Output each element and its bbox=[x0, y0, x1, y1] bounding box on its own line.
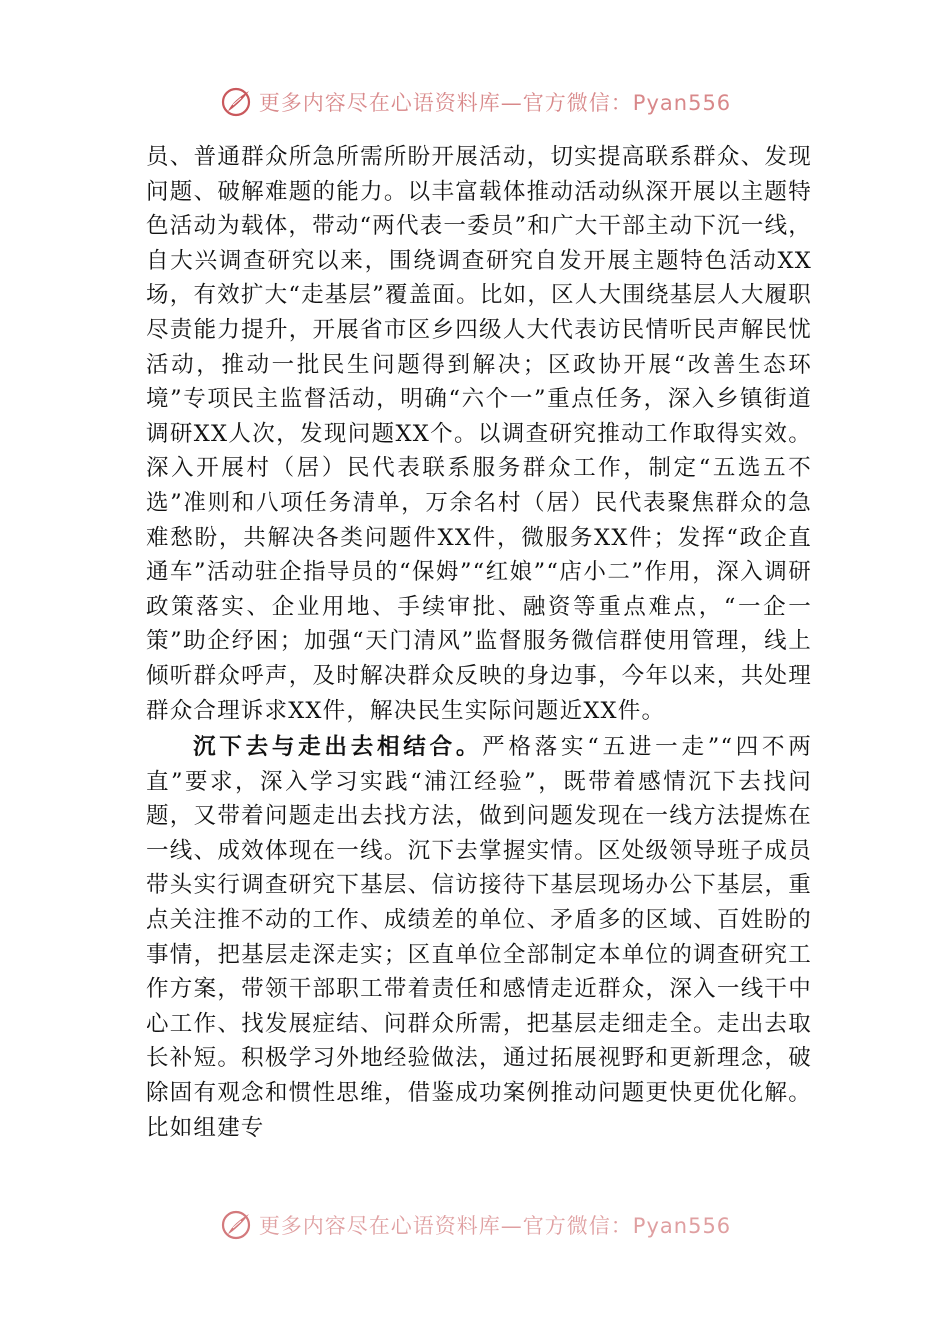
paragraph-1-text: 员、普通群众所急所需所盼开展活动，切实提高联系群众、发现问题、破解难题的能力。以丰富载体推动活动纵深开展以主题特色活动为载体，带动“两代表一委员”和广大干部主动下沉一线，自大兴调查研究以来，围绕调查研究自发开展主题特色活动XX场，有效扩大“走基层”覆盖面。比如，区人大围绕基层人大履职尽责能力提升，开展省市区乡四级人大代表访民情听民声解民忧活动，推动一批民生问题得到解决；区政协开展“改善生态环境”专项民主监督活动，明确“六个一”重点任务，深入乡镇街道调研XX人次，发现问题XX个。以调查研究推动工作取得实效。深入开展村（居）民代表联系服务群众工作，制定“五选五不选”准则和八项任务清单，万余名村（居）民代表聚焦群众的急难愁盼，共解决各类问题件XX件，微服务XX件；发挥“政企直通车”活动驻企指导员的“保姆”“红娘”“店小二”作用，深入调研政策落实、企业用地、手续审批、融资等重点难点，“一企一策”助企纾困；加强“天门清风”监督服务微信群使用管理，线上倾听群众呼声，及时解决群众反映的身边事，今年以来，共处理群众合理诉求XX件，解决民生实际问题近XX件。 bbox=[146, 144, 812, 724]
watermark-text: 更多内容尽在心语资料库—官方微信：Pyan556 bbox=[258, 1214, 732, 1238]
feather-logo-icon bbox=[219, 1208, 253, 1242]
watermark-footer bbox=[0, 1205, 950, 1245]
document-body bbox=[146, 140, 812, 1145]
watermark-header bbox=[0, 82, 950, 122]
paragraph-1 bbox=[146, 140, 812, 728]
watermark-text: 更多内容尽在心语资料库—官方微信：Pyan556 bbox=[258, 91, 732, 115]
paragraph-2 bbox=[146, 730, 812, 1145]
feather-logo-icon bbox=[219, 85, 253, 119]
paragraph-2-heading: 沉下去与走出去相结合。 bbox=[193, 734, 483, 761]
paragraph-2-text: 严格落实“五进一走”“四不两直”要求，深入学习实践“浦江经验”，既带着感情沉下去找问题，又带着问题走出去找方法，做到问题发现在一线方法提炼在一线、成效体现在一线。沉下去掌握实情。区处级领导班子成员带头实行调查研究下基层、信访接待下基层现场办公下基层，重点关注推不动的工作、成绩差的单位、矛盾多的区域、百姓盼的事情，把基层走深走实；区直单位全部制定本单位的调查研究工作方案，带领干部职工带着责任和感情走近群众，深入一线干中心工作、找发展症结、问群众所需，把基层走细走全。走出去取长补短。积极学习外地经验做法，通过拓展视野和更新理念，破除固有观念和惯性思维，借鉴成功案例推动问题更快更优化解。比如组建专 bbox=[146, 734, 813, 1141]
